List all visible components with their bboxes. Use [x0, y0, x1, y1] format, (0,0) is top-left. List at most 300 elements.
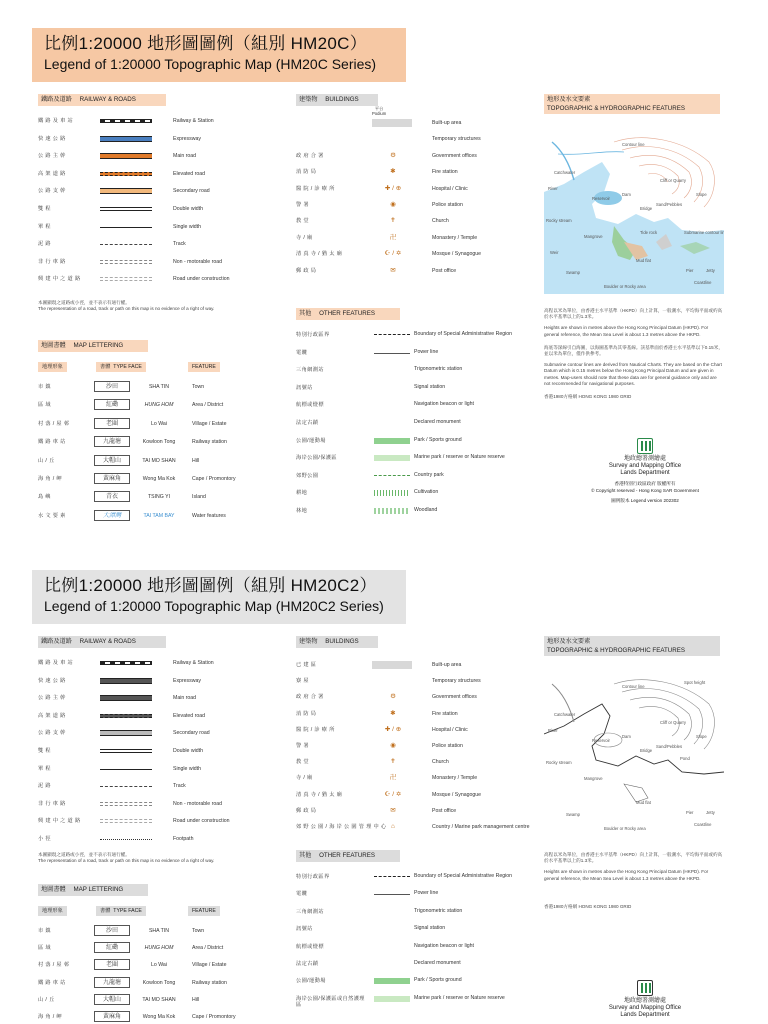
lettering-row	[38, 398, 298, 412]
road-type-zh: 鐵路及車站	[38, 660, 75, 666]
lettering-sample-zh: 九龍塘	[94, 436, 130, 447]
road-legend-row	[38, 799, 278, 809]
topographic-notes	[544, 308, 724, 400]
svg-text:Dam: Dam	[622, 192, 631, 197]
road-type-en: Double width	[173, 748, 203, 754]
building-type-zh: 寺/廟	[296, 234, 315, 241]
lettering-feature-en: Hill	[192, 996, 200, 1003]
building-legend-row	[296, 822, 530, 832]
road-type-zh: 小徑	[38, 836, 53, 842]
building-symbol-icon: ☪ / ✡	[384, 790, 402, 798]
road-type-en: Railway & Station	[173, 660, 214, 666]
grid2-note: 香港1980方格網 HONG KONG 1980 GRID	[544, 903, 632, 909]
lettering-feature-zh: 村落/屋邨	[38, 962, 72, 969]
other-feature-en: Marine park / reserve or Nature reserve	[414, 454, 505, 461]
other-feature-row	[296, 959, 526, 969]
col2-feature-en: FEATURE	[188, 906, 220, 916]
other-feature-symbol	[374, 367, 410, 373]
lettering-feature-zh: 山/丘	[38, 996, 57, 1003]
other-feature-zh: 航標或燈標	[296, 402, 324, 409]
road-legend-row	[38, 116, 278, 126]
building-symbol-icon: ✱	[390, 168, 396, 176]
lettering-heading-en: MAP LETTERING	[73, 342, 124, 349]
lettering-feature-zh: 鐵路車站	[38, 439, 68, 446]
building-type-en: Police station	[432, 743, 463, 749]
lettering-sample-en: SHA TIN	[148, 928, 170, 934]
col2-typeface	[96, 906, 146, 916]
svg-text:Mud flat: Mud flat	[636, 800, 651, 805]
rail-road-symbol	[100, 661, 152, 665]
other-feature-en: Woodland	[414, 507, 438, 513]
building-legend-row	[296, 676, 526, 686]
svg-text:Coastline: Coastline	[694, 822, 712, 827]
svg-text:Mangrove: Mangrove	[584, 776, 603, 781]
lettering2-heading-en: MAP LETTERING	[73, 886, 124, 893]
lettering-feature-en: Town	[192, 384, 205, 390]
svg-text:Slope: Slope	[696, 734, 707, 739]
building-legend-row	[296, 134, 526, 144]
built-up-area-swatch	[372, 119, 412, 127]
road-type-en: Railway & Station	[173, 118, 214, 124]
svg-text:Contour line: Contour line	[622, 684, 645, 689]
railway2-heading-zh: 鐵路及道路	[41, 638, 72, 645]
building-legend-row	[296, 200, 526, 210]
building-type-zh: 寺/廟	[296, 775, 315, 782]
road-type-zh: 雙程	[38, 206, 53, 212]
survey-office2-block	[590, 980, 700, 1019]
building-type-zh: 寮屋	[296, 678, 311, 685]
other-feature-symbol	[374, 944, 410, 950]
building-type-en: Church	[432, 759, 449, 766]
other-feature-zh: 法定古蹟	[296, 961, 319, 967]
lettering-row	[38, 941, 298, 955]
lettering-feature-en: Area / District	[192, 402, 224, 409]
road-type-zh: 高架道路	[38, 712, 68, 719]
road-type-en: Non - motorable road	[173, 800, 223, 807]
lettering-sample-en: SHA TIN	[148, 384, 170, 390]
lettering-heading-zh: 地圖書體	[41, 342, 66, 349]
legend-version: 圖例版本 Legend version 202302	[611, 498, 679, 503]
road-legend-row	[38, 222, 278, 232]
construction-road-symbol	[100, 277, 152, 281]
lettering-sample-zh: 老圍	[94, 959, 130, 970]
road-legend-row	[38, 204, 278, 214]
other-feature-zh: 林地	[296, 508, 308, 514]
footpath-road-symbol	[100, 839, 152, 840]
other-feature-symbol	[374, 353, 410, 354]
other-feature-en: Trigonometric station	[414, 366, 463, 373]
topo2-heading	[544, 636, 720, 656]
other-heading-zh: 其他	[299, 310, 312, 317]
railway-heading-zh: 鐵路及道路	[41, 96, 72, 103]
other-feature-zh: 訊號站	[296, 926, 313, 933]
svg-text:Slope: Slope	[696, 192, 707, 197]
dept-en-1: Survey and Mapping Office	[608, 463, 682, 469]
building-type-zh: 消防局	[296, 710, 319, 717]
railway2-heading-en: RAILWAY & ROADS	[79, 638, 136, 645]
grid-note: 香港1980方格網 HONG KONG 1980 GRID	[544, 394, 632, 400]
lettering-sample-en: Lo Wai	[151, 962, 167, 969]
building-type-en: Built-up area	[432, 662, 462, 668]
other-feature-zh: 耕地	[296, 490, 308, 497]
building-type-zh: 清真寺/猶太廟	[296, 251, 344, 258]
other-feature-zh: 航標或燈標	[296, 943, 324, 950]
lettering-feature-zh: 村落/屋邨	[38, 420, 72, 427]
railway-roads-heading	[38, 94, 166, 106]
other-feature-zh: 電纜	[296, 891, 308, 898]
lettering-row	[38, 1010, 298, 1024]
lettering-feature-en: Cape / Promontory	[192, 1014, 236, 1020]
building-symbol-icon: ⚙	[390, 151, 396, 159]
other-feature-row	[296, 506, 526, 516]
other-feature-symbol	[374, 438, 410, 444]
building-type-en: Hospital / Clinic	[432, 185, 468, 192]
building-symbol-icon: ⚙	[390, 693, 396, 701]
other-feature-row	[296, 436, 526, 446]
lettering-feature-zh: 區域	[38, 945, 53, 952]
other-feature-symbol	[374, 894, 410, 895]
secondary-road-symbol	[100, 188, 152, 194]
other2-heading-en: OTHER FEATURES	[319, 852, 376, 859]
building-symbol-icon: 卍	[389, 774, 397, 782]
other-feature-en: Park / Sports ground	[414, 436, 462, 443]
road-type-zh: 非行車路	[38, 258, 68, 265]
other-feature-row	[296, 348, 526, 358]
buildings-heading-en: BUILDINGS	[325, 96, 359, 103]
building-type-en: Police station	[432, 202, 463, 208]
lettering-row	[38, 472, 298, 486]
topo2-heading-en: TOPOGRAPHIC & HYDROGRAPHIC FEATURES	[547, 647, 685, 654]
building-type-en: Post office	[432, 267, 457, 274]
other-feature-symbol	[374, 996, 410, 1002]
lettering-row	[38, 509, 298, 523]
double-road-symbol	[100, 749, 152, 753]
other-feature-symbol	[374, 455, 410, 461]
other-feature-symbol	[374, 475, 410, 476]
svg-text:Jetty: Jetty	[706, 810, 715, 815]
other-feature-symbol	[374, 402, 410, 408]
other-feature-zh: 公園/運動場	[296, 437, 326, 444]
svg-text:Dam: Dam	[622, 734, 631, 739]
lettering-sample-en: Wong Ma Kok	[142, 1014, 176, 1020]
other-feature-en: Power line	[414, 348, 439, 355]
buildings2-heading-en: BUILDINGS	[325, 638, 359, 645]
building-legend-row	[296, 660, 526, 670]
lettering-sample-zh: 大帽山	[94, 455, 130, 466]
road-legend-row	[38, 746, 278, 756]
secondary-road-symbol	[100, 730, 152, 736]
road-type-zh: 公路支幹	[38, 188, 68, 195]
lettering-row	[38, 417, 298, 431]
topo-heading-en: TOPOGRAPHIC & HYDROGRAPHIC FEATURES	[547, 105, 685, 112]
road-legend-row	[38, 781, 278, 791]
lettering-feature-zh: 市鎮	[38, 928, 53, 934]
topo-note-zh-2: 海底等深線引自海圖，以海圖基準為其零基線。該基準面於香港主水平基準以下0.15米，並以米為單位，僅作供參考。	[544, 344, 723, 357]
topo2-note-en: Heights are shown in metres above the Hong Kong Principal Datum (HKPD). For general reference, the Mean Sea Level is about 1.3 metres above the HKPD.	[544, 869, 709, 881]
building-type-zh: 警署	[296, 743, 311, 749]
lettering-sample-en: TSING YI	[147, 494, 171, 501]
svg-text:Mud flat: Mud flat	[636, 258, 651, 263]
road-legend-row	[38, 257, 278, 267]
legend-title-box	[32, 28, 406, 82]
svg-text:Bridge: Bridge	[640, 206, 653, 211]
building-legend-row	[296, 709, 526, 719]
nonmotor-road-symbol	[100, 260, 152, 264]
building-type-zh: 教堂	[296, 218, 311, 225]
track-road-symbol	[100, 244, 152, 245]
road-type-en: Single width	[173, 223, 201, 230]
road-legend-row	[38, 658, 278, 668]
other-feature-zh: 訊號站	[296, 384, 313, 391]
other-feature-en: Park / Sports ground	[414, 977, 462, 984]
building-type-en: Country / Marine park management centre	[432, 824, 530, 830]
main-road-symbol	[100, 695, 152, 701]
road-type-zh: 高架道路	[38, 170, 68, 177]
building-legend-row	[296, 216, 526, 226]
other-feature-row	[296, 383, 526, 393]
other-feature-en: Boundary of Special Administrative Region	[414, 873, 513, 879]
road-type-en: Single width	[173, 765, 201, 772]
svg-text:Rocky stream: Rocky stream	[546, 218, 572, 223]
building-symbol-icon: ☪ / ✡	[384, 250, 402, 258]
double-road-symbol	[100, 207, 152, 211]
buildings-heading	[296, 94, 378, 106]
building-type-zh: 教堂	[296, 759, 311, 766]
building-legend-row	[296, 790, 526, 800]
building-symbol-icon: ✝	[390, 758, 396, 766]
lettering-feature-en: Town	[192, 928, 205, 934]
lettering-feature-zh: 海角/岬	[38, 1014, 64, 1020]
railway-note-zh: 本圖顯現之道路或小徑，並不表示有通行權。	[38, 300, 130, 305]
building-symbol-icon: ◉	[390, 201, 396, 208]
building-legend-row	[296, 249, 526, 259]
legend-title-en: Legend of 1:20000 Topographic Map (HM20C Series)	[44, 56, 377, 72]
building-symbol-icon: ◉	[390, 742, 396, 749]
topo2-sample-map	[544, 664, 724, 836]
svg-text:Contour line: Contour line	[622, 142, 645, 147]
svg-text:Weir: Weir	[550, 250, 559, 255]
svg-text:Swamp: Swamp	[566, 270, 580, 275]
building-symbol-icon: ⌂	[391, 823, 395, 830]
col-typeface	[96, 362, 146, 372]
railway2-note	[38, 852, 278, 864]
copyright-zh: 香港特別行政區政府 版權所有	[614, 481, 676, 486]
legend-panel-hm20c	[0, 18, 768, 530]
topographic-sample-map	[544, 122, 724, 294]
road-type-zh: 快速公路	[38, 135, 68, 142]
lettering-feature-zh: 島嶼	[38, 494, 53, 501]
other2-heading-zh: 其他	[299, 852, 312, 859]
road-type-en: Main road	[173, 153, 197, 160]
svg-text:Reservoir: Reservoir	[592, 196, 610, 201]
other-feature-symbol	[374, 926, 410, 932]
road-legend-row	[38, 816, 278, 826]
lettering-sample-zh: 紅磡	[94, 399, 130, 410]
express-road-symbol	[100, 136, 152, 142]
topo2-note-zh: 高程以米為單位，由香港主水平基準（HKPD）向上計算，一般潮水，平均海平面或約高於水平基準以上的1.3米。	[544, 852, 723, 864]
col2-typeface-zh: 書體	[100, 908, 111, 914]
lettering-sample-zh: 沙田	[94, 381, 130, 392]
other-features-heading	[296, 308, 400, 320]
lettering-sample-zh: 大潭灣	[94, 510, 130, 521]
building-legend-row	[296, 233, 526, 243]
building-legend-row	[296, 167, 526, 177]
svg-text:Bridge: Bridge	[640, 748, 653, 753]
legend2-title-en: Legend of 1:20000 Topographic Map (HM20C2 Series)	[44, 598, 384, 614]
other-feature-row	[296, 907, 526, 917]
buildings2-heading-zh: 建築物	[299, 638, 318, 645]
other-feature-en: Declared monument	[414, 419, 461, 425]
road-type-zh: 非行車路	[38, 800, 68, 807]
lettering2-heading-zh: 地圖書體	[41, 886, 66, 893]
building-symbol-icon: ✉	[390, 266, 396, 274]
road-legend-row	[38, 834, 278, 844]
lettering-feature-zh: 區域	[38, 402, 53, 409]
road-type-zh: 鐵路及車站	[38, 118, 75, 124]
other-feature-symbol	[374, 876, 410, 877]
road-type-zh: 泥路	[38, 783, 53, 790]
building-symbol-icon: ✝	[390, 217, 396, 225]
other-feature-row	[296, 889, 526, 899]
other-feature-zh: 特別行政區界	[296, 332, 330, 338]
legend-panel-hm20c2	[0, 560, 768, 1024]
building-legend-row	[296, 806, 526, 816]
svg-text:Cliff or Quarry: Cliff or Quarry	[660, 178, 686, 183]
lettering-sample-en: TAI TAM BAY	[143, 512, 175, 519]
building-type-en: Government offices	[432, 694, 477, 701]
topo2-notes	[544, 852, 724, 910]
other-feature-symbol	[374, 385, 410, 391]
building-type-en: Church	[432, 218, 449, 225]
railway-note-en: The representation of a road, track or path on this map is no evidence of a right of way.	[38, 306, 215, 312]
other-feature-symbol	[374, 961, 410, 967]
lettering-sample-zh: 青衣	[94, 491, 130, 502]
building-type-en: Monastery / Temple	[432, 775, 478, 782]
other-feature-zh: 公園/運動場	[296, 978, 326, 985]
road-type-zh: 興建中之道路	[38, 276, 83, 283]
lettering-row	[38, 380, 298, 394]
road-type-en: Road under construction	[173, 818, 230, 825]
track-road-symbol	[100, 786, 152, 787]
lettering-feature-en: Railway station	[192, 979, 227, 986]
other-feature-en: Trigonometric station	[414, 907, 463, 914]
building-type-en: Fire station	[432, 169, 458, 176]
other-feature-en: Marine park / reserve or Nature reserve	[414, 994, 505, 1001]
building-type-en: Post office	[432, 807, 457, 814]
building-legend-row	[296, 151, 526, 161]
road-legend-row	[38, 711, 278, 721]
other-feature-symbol	[374, 420, 410, 426]
lettering-feature-en: Island	[192, 494, 206, 501]
lettering-row	[38, 490, 298, 504]
col-typeface-en: TYPE FACE	[113, 364, 142, 370]
other-feature-symbol	[374, 978, 410, 984]
other-feature-en: Declared monument	[414, 960, 461, 966]
building-type-en: Temporary structures	[432, 678, 481, 685]
other-feature-zh: 三角網測站	[296, 367, 324, 374]
lettering-row	[38, 924, 298, 938]
svg-text:Swamp: Swamp	[566, 812, 580, 817]
lettering-sample-zh: 九龍塘	[94, 977, 130, 988]
road-type-en: Double width	[173, 206, 203, 212]
road-type-en: Elevated road	[173, 170, 206, 177]
svg-text:Coastline: Coastline	[694, 280, 712, 285]
building-symbol-icon: 卍	[389, 233, 397, 241]
podium-label	[372, 106, 386, 116]
other-feature-row	[296, 400, 526, 410]
lettering-sample-en: HUNG HOM	[144, 945, 174, 952]
other-feature-en: Signal station	[414, 383, 446, 390]
building-symbol-icon: ✚ / ⊕	[384, 184, 402, 192]
road-type-zh: 公路主幹	[38, 153, 68, 160]
svg-text:River: River	[548, 186, 558, 191]
building-type-zh: 消防局	[296, 169, 319, 176]
other-feature-row	[296, 976, 526, 986]
building-type-en: Temporary structures	[432, 136, 481, 143]
elevated-road-symbol	[100, 172, 152, 176]
road-type-en: Elevated road	[173, 712, 206, 719]
road-type-en: Expressway	[173, 677, 201, 684]
road-type-en: Secondary road	[173, 730, 210, 737]
road-type-zh: 泥路	[38, 241, 53, 248]
other-feature-row	[296, 872, 526, 882]
road-type-zh: 單程	[38, 223, 53, 230]
road-type-zh: 公路主幹	[38, 695, 68, 702]
other-feature-row	[296, 453, 526, 463]
other-feature-row	[296, 942, 526, 952]
road-type-zh: 興建中之道路	[38, 818, 83, 825]
building-symbol-icon: ✱	[390, 709, 396, 717]
nonmotor-road-symbol	[100, 802, 152, 806]
building-legend-row	[296, 725, 526, 735]
road-legend-row	[38, 134, 278, 144]
svg-text:Reservoir: Reservoir	[592, 738, 610, 743]
lettering2-heading	[38, 884, 148, 896]
other-heading-en: OTHER FEATURES	[319, 310, 376, 317]
road-type-en: Footpath	[173, 836, 194, 842]
building-legend-row	[296, 266, 526, 276]
building-legend-row	[296, 773, 526, 783]
building-type-zh: 醫院/診療所	[296, 185, 337, 192]
lettering-sample-en: Kowloon Tong	[142, 439, 176, 446]
other-feature-en: Signal station	[414, 925, 446, 932]
lettering-sample-en: TAI MO SHAN	[142, 457, 176, 464]
lettering2-column-headers	[38, 906, 298, 916]
express-road-symbol	[100, 678, 152, 684]
other-feature-zh: 特別行政區界	[296, 874, 330, 880]
lettering-sample-en: Lo Wai	[151, 420, 167, 427]
legend2-title-box	[32, 570, 406, 624]
svg-text:Boulder or Rocky area: Boulder or Rocky area	[604, 826, 646, 831]
lettering-feature-en: Water features	[192, 512, 226, 519]
buildings-heading-zh: 建築物	[299, 96, 318, 103]
lettering-row	[38, 993, 298, 1007]
building-type-zh: 郵政局	[296, 267, 319, 274]
lettering-feature-zh: 鐵路車站	[38, 979, 68, 986]
col2-typeface-en: TYPE FACE	[113, 908, 142, 914]
survey-office2-logo-icon	[637, 980, 653, 996]
building-type-en: Mosque / Synagogue	[432, 251, 482, 258]
road-legend-row	[38, 764, 278, 774]
lettering-sample-en: Wong Ma Kok	[142, 476, 176, 482]
lettering-sample-en: TAI MO SHAN	[142, 996, 176, 1003]
copyright-en: © Copyright reserved - Hong Kong SAR Government	[591, 488, 699, 493]
road-legend-row	[38, 676, 278, 686]
svg-text:Sand/Pebbles: Sand/Pebbles	[656, 202, 683, 207]
col-typeface-zh: 書體	[100, 364, 111, 370]
road-legend-row	[38, 239, 278, 249]
lettering-sample-en: Kowloon Tong	[142, 979, 176, 986]
